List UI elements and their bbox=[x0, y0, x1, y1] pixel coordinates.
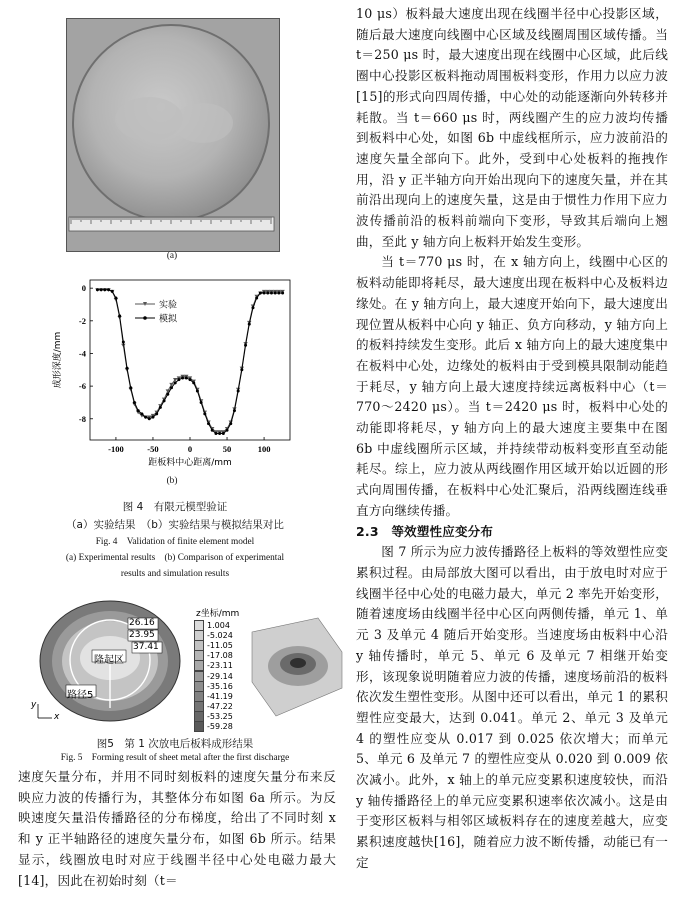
data-point bbox=[151, 416, 154, 419]
data-point bbox=[177, 378, 180, 381]
data-point bbox=[270, 292, 273, 295]
fig4-caption-en: Fig. 4 Validation of finite element model bbox=[95, 537, 255, 547]
data-point bbox=[200, 401, 203, 404]
sheet-photo-graphic bbox=[67, 19, 279, 251]
fig4-panel-b-label: (b) bbox=[166, 476, 178, 486]
contour-level-label: -11.05 bbox=[207, 640, 233, 650]
contour-level-label: -59.28 bbox=[207, 722, 233, 732]
contour-level-label: -5.024 bbox=[207, 630, 233, 640]
contour-legend-row bbox=[194, 640, 233, 650]
data-point bbox=[218, 432, 221, 435]
contour-legend-row bbox=[194, 712, 233, 722]
data-point bbox=[255, 296, 258, 299]
contour-legend-row bbox=[194, 671, 233, 681]
contour-legend-row bbox=[194, 620, 233, 630]
fig5-contour-3d bbox=[248, 612, 344, 724]
data-point bbox=[214, 432, 217, 435]
contour-legend-row bbox=[194, 702, 233, 712]
right-paragraph-3: 图 7 所示为应力波传播路径上板料的等效塑性应变累积过程。由局部放大图可以看出，由于放电时对应于线圈半径中心处的电磁力最大，单元 2 率先开始变形，随着速度场由线圈半径中心区向两侧传播，单元 1、单元 3 及单元 4 随后开始变形。当速度场由板料中心沿 y 轴传播时，单元 5、单元 6 及单元 7 相继开始变形，该现象说明随着应力波的传播，速度场前沿的板料依次发生塑性变形。从图中还可以看出，单元 1 的累积塑性应变最大，达到 0.041。单元 2、单元 3 及单元 4 的塑性应变从 0.017 到 0.025 依次增大；而单元 5、单元 6 及单元 7 的塑性应变从 0.020 到 0.009 依次减小。此外，x 轴上的单元应变累积速度较快，而沿 y 轴传播路径上的单元应变累积速率依次减小。这是由于变形区板料与相邻区域板料存在的速度差越大，应变累积速度越快[16]，随着应力波不断传播，动能已有一定 bbox=[356, 544, 668, 870]
contour-level-label: -23.11 bbox=[207, 661, 233, 671]
data-point bbox=[248, 323, 251, 326]
data-point bbox=[281, 292, 284, 295]
data-point bbox=[251, 306, 254, 309]
data-point bbox=[129, 386, 132, 389]
contour-legend-row bbox=[194, 681, 233, 691]
fig5-caption-cn: 图5 第 1 次放电后板料成形结果 bbox=[96, 738, 254, 750]
data-point bbox=[274, 292, 277, 295]
fig5-label-37: 37.41 bbox=[133, 642, 159, 652]
data-point bbox=[196, 390, 199, 393]
fig5-path-label: 路径5 bbox=[67, 690, 94, 701]
data-point bbox=[244, 344, 247, 347]
fig5-label-23: 23.95 bbox=[129, 630, 155, 640]
data-point bbox=[155, 412, 158, 415]
fig5-axis-y: y bbox=[31, 700, 37, 710]
series-line bbox=[97, 290, 282, 434]
data-point bbox=[203, 412, 206, 415]
plot-frame bbox=[90, 280, 290, 440]
contour-level-label: -35.16 bbox=[207, 681, 233, 691]
y-tick-label: -2 bbox=[78, 315, 86, 326]
data-point bbox=[259, 292, 262, 295]
y-tick-label: -8 bbox=[78, 413, 86, 424]
y-tick-label: 0 bbox=[81, 283, 86, 294]
left-paragraph: 速度矢量分布，并用不同时刻板料的速度矢量分布来反映应力波的传播行为，其整体分布如图 6a 所示。为反映速度矢量沿传播路径的分布梯度，给出了不同时刻 x 和 y 正半轴路径的速度矢量分布，如图 6b 所示。结果显示，线圈放电时对应于线圈半径中心处电磁力最大[14]，因此在初始时刻（t＝ bbox=[18, 769, 336, 888]
fig4-subcaption-en-1: (a) Experimental results (b) Comparison of experimental bbox=[65, 553, 285, 563]
fig5-bulge-label: 隆起区 bbox=[94, 655, 124, 666]
data-point bbox=[133, 401, 136, 404]
data-point bbox=[100, 288, 103, 291]
contour-legend bbox=[194, 620, 233, 732]
data-point bbox=[163, 399, 166, 402]
fig5-caption-en: Fig. 5 Forming result of sheet metal after the first discharge bbox=[60, 753, 290, 763]
x-tick-label: -50 bbox=[147, 444, 159, 454]
left-column-body bbox=[18, 767, 336, 891]
data-point bbox=[185, 376, 188, 379]
data-point bbox=[263, 292, 266, 295]
data-point bbox=[222, 432, 225, 435]
data-point bbox=[207, 422, 210, 425]
contour-level-label: -29.14 bbox=[207, 671, 233, 681]
y-axis-label: 成形深度/mm bbox=[53, 331, 63, 389]
data-point bbox=[144, 416, 147, 419]
fig4-subcaption-cn: （a）实验结果 （b）实验结果与模拟结果对比 bbox=[66, 519, 284, 531]
contour-level-label: -53.25 bbox=[207, 712, 233, 722]
right-paragraph-1: 10 μs）板料最大速度出现在线圈半径中心投影区域，随后最大速度向线圈中心区域及线圈周围区域传播。当 t＝250 μs 时，最大速度出现在线圈中心区域，此后线圈中心投影区板料拖动周围板料变形，作用力以应力波[15]的形式向四周传播，中心处的动能逐渐向外转移并耗散。当 t＝660 μs 时，两线圈产生的应力波均传播到板料中心处，如图 6b 中虚线框所示，应力波前沿的速度矢量全部向下。此外，受到中心处板料的拖拽作用，沿 y 正半轴方向开始出现向下的速度矢量，并在其前沿出现向上的速度矢量，这是由于惯性力作用下应力波传播前沿的板料前端向下变形，导致其后端向上翘曲，至此 y 轴方向上板料开始发生变形。 bbox=[356, 6, 668, 249]
contour-legend-row bbox=[194, 651, 233, 661]
y-tick-label: -6 bbox=[78, 381, 86, 392]
x-tick-label: 0 bbox=[187, 444, 193, 454]
contour-legend-row bbox=[194, 630, 233, 640]
fig4-caption-cn: 图 4 有限元模型验证 bbox=[122, 501, 228, 513]
right-paragraph-2: 当 t＝770 μs 时，在 x 轴方向上，线圈中心区的板料动能即将耗尽，最大速度出现在板料中心及板料边缘处。在 y 轴方向上，最大速度开始向下，最大速度出现位置从板料中心向 y 轴正、负方向移动，y 轴方向上的板料持续发生变形。此后 x 轴方向上的最大速度集中在板料中心处，边缘处的板料由于受到模具限制动能趋于耗尽，y 轴方向上最大速度持续远离板料中心（t＝770～2420 μs）。当 t＝2420 μs 时，板料中心处的动能即将耗尽，y 轴方向上的最大速度主要集中在图 6b 中虚线圈所示区域，并持续带动板料变形直至动能耗尽。综上，应力波从两线圈作用区域开始以近圆的形式向周围传播，在板料中心处汇聚后，沿两线圈连线垂直方向继续传播。 bbox=[356, 254, 668, 518]
fig4-panel-a-label: (a) bbox=[166, 251, 178, 261]
data-point bbox=[137, 409, 140, 412]
contour-swatch bbox=[194, 721, 204, 732]
data-point bbox=[189, 378, 192, 381]
data-point bbox=[174, 381, 177, 384]
data-point bbox=[107, 288, 110, 291]
fig5-label-26: 26.16 bbox=[129, 618, 155, 628]
data-point bbox=[229, 422, 232, 425]
legend-marker bbox=[143, 316, 147, 320]
y-tick-label: -4 bbox=[78, 348, 86, 359]
contour-level-label: -17.08 bbox=[207, 651, 233, 661]
section-heading-2-3: 2.3 等效塑性应变分布 bbox=[356, 523, 494, 539]
fig4-line-chart bbox=[46, 274, 306, 488]
experiment-photo bbox=[66, 18, 280, 252]
fig4-subcaption-en-2: results and simulation results bbox=[120, 569, 230, 579]
x-tick-label: 50 bbox=[222, 444, 232, 454]
data-point bbox=[114, 296, 117, 299]
contour-legend-row bbox=[194, 661, 233, 671]
contour-legend-row bbox=[194, 722, 233, 732]
data-point bbox=[159, 406, 162, 409]
legend-label: 实验 bbox=[159, 300, 178, 311]
contour-level-label: -47.22 bbox=[207, 702, 233, 712]
data-point bbox=[211, 429, 214, 432]
contour-legend-row bbox=[194, 691, 233, 701]
x-tick-label: 100 bbox=[257, 444, 271, 454]
data-point bbox=[226, 429, 229, 432]
fig5-axis-x: x bbox=[54, 712, 60, 722]
data-point bbox=[122, 341, 125, 344]
data-point bbox=[240, 368, 243, 371]
data-point bbox=[126, 367, 129, 370]
data-point bbox=[277, 292, 280, 295]
right-column-body bbox=[356, 4, 668, 874]
data-point bbox=[140, 412, 143, 415]
data-point bbox=[111, 290, 114, 293]
data-point bbox=[237, 390, 240, 393]
series-line bbox=[97, 290, 282, 432]
data-point bbox=[118, 314, 121, 317]
data-point bbox=[148, 417, 151, 420]
contour-level-label: 1.004 bbox=[207, 620, 230, 630]
data-point bbox=[181, 376, 184, 379]
contour-level-label: -41.19 bbox=[207, 691, 233, 701]
data-point bbox=[170, 386, 173, 389]
x-axis-label: 距板料中心距离/mm bbox=[148, 458, 232, 468]
contour-legend-title: z坐标/mm bbox=[196, 609, 240, 619]
data-point bbox=[266, 292, 269, 295]
legend-label: 模拟 bbox=[159, 314, 178, 325]
data-point bbox=[103, 288, 106, 291]
data-point bbox=[192, 381, 195, 384]
data-point bbox=[233, 409, 236, 412]
x-tick-label: -100 bbox=[108, 444, 124, 454]
data-point bbox=[96, 288, 99, 291]
data-point bbox=[166, 393, 169, 396]
